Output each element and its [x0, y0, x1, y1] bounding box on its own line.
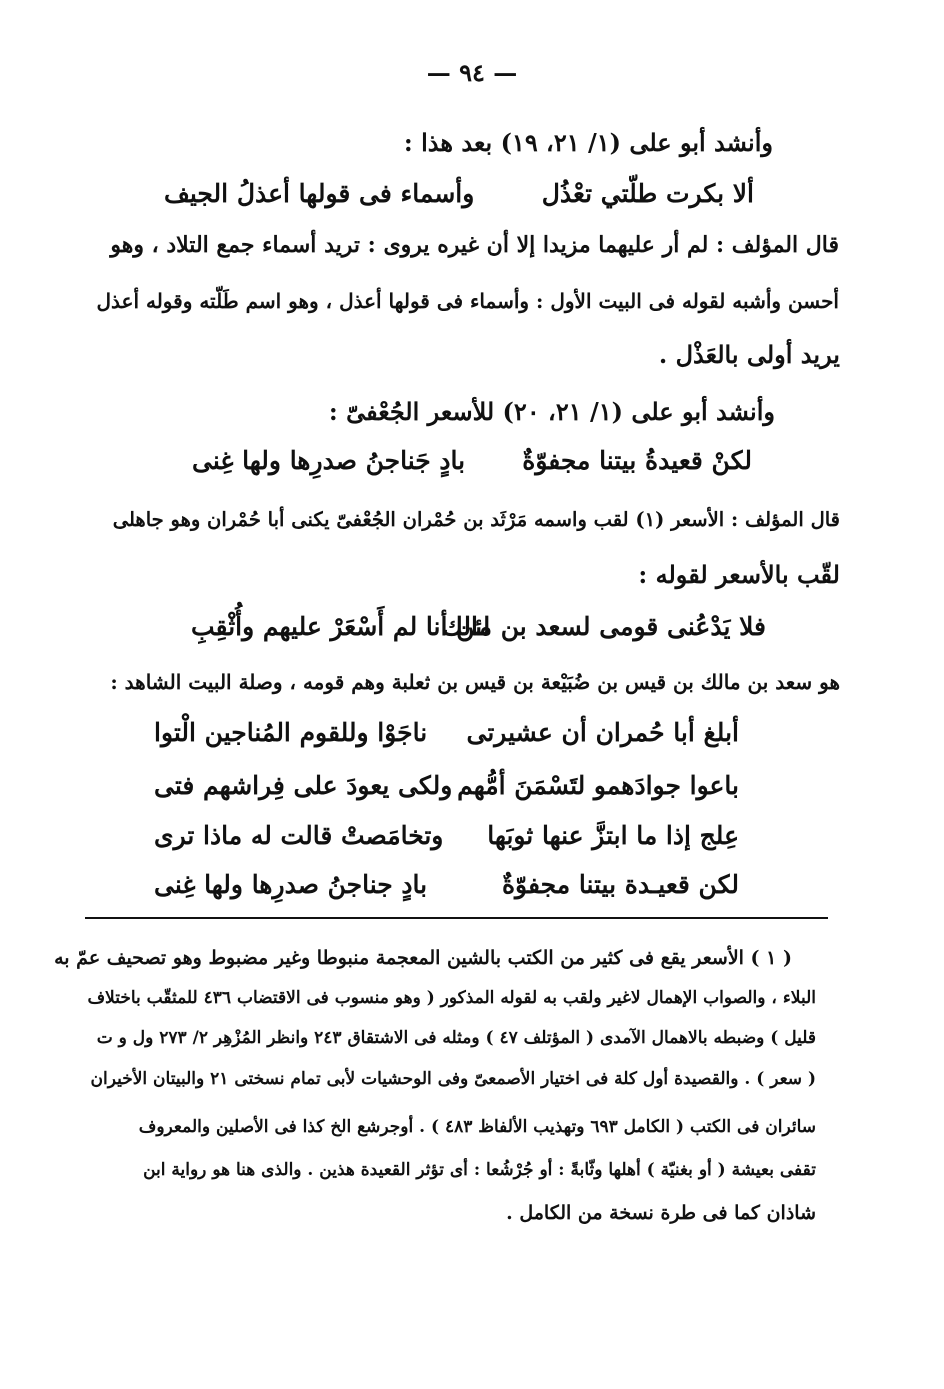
- verse-1: [164, 176, 754, 212]
- verse-3-second-hemistich: لئن أنا لم أَسْعَرْ عليهم وأُثْقِبِ: [191, 612, 491, 641]
- footnote-line-5: سائران فى الكتب ( الكامل ٦٩٣ وتهذيب الألفاظ ٤٨٣ ) . أوجرشع الخ كذا فى الأصلين والمعروف: [138, 1117, 816, 1137]
- verse-3: [191, 609, 766, 645]
- verse-4-second-hemistich: ناجَوْا وللقوم المُناجين الْتوا: [154, 718, 428, 747]
- verse-5: [154, 768, 739, 804]
- footnote-line-4: ( سعر ) . والقصيدة أول كلة فى اختيار الأصمعىّ وفى الوحشيات لأبى تمام نسختى ٢١ والبيتان الأخيران: [90, 1069, 816, 1089]
- verse-4: [154, 715, 739, 751]
- verse-5-second-hemistich: ولكى يعودَ على فِراشهم فتى: [154, 771, 453, 800]
- page-number: — ٩٤ —: [426, 58, 518, 87]
- verse-2-first-hemistich: لكنْ قعيدةُ بيتنا مجفوّةٌ: [522, 446, 752, 475]
- verse-2: [192, 443, 752, 479]
- footnote-line-1: ( ١ ) الأسعر يقع فى كثير من الكتب بالشين المعجمة منبوطا وغير مضبوط وهو تصحيف عمّ به: [54, 947, 792, 969]
- footnote-line-3: قليل ) وضبطه بالاهمال الآمدى ( المؤتلف ٤٧ ) ومثله فى الاشتقاق ٢٤٣ وانظر المُزْهِر ٢/ ٢٧٣ ول و ت: [96, 1028, 816, 1048]
- text-line-3: أحسن وأشبه لقوله فى البيت الأول : وأسماء فى قولها أعذل ، وهو اسم طَلّته وقوله أعذل: [96, 289, 839, 313]
- verse-4-first-hemistich: أبلغ أبا حُمران أن عشيرتى: [466, 718, 739, 747]
- text-line-7: لقّب بالأسعر لقوله :: [638, 560, 840, 589]
- verse-7: [154, 867, 739, 903]
- verse-1-first-hemistich: ألا بكرت طلّتي تعْذُل: [541, 179, 754, 208]
- text-line-4: يريد أولى بالعَذْل .: [658, 340, 840, 369]
- text-line-2: قال المؤلف : لم أر عليهما مزيدا إلا أن غيره يروى : تريد أسماء جمع التلاد ، وهو: [110, 232, 839, 258]
- footnote-divider: [85, 917, 828, 919]
- text-line-6: قال المؤلف : الأسعر (١) لقب واسمه مَرْثَد بن حُمْران الجُعْفىّ يكنى أبا حُمْران وهو جاهلى: [112, 508, 840, 531]
- verse-1-second-hemistich: وأسماء فى قولها أعذلُ الجيف: [164, 179, 475, 208]
- verse-5-first-hemistich: باعوا جوادَهمو لتَسْمَنَ أمُّهم: [457, 771, 739, 800]
- footnote-line-2: البلاء ، والصواب الإهمال لاغير ولقب به لقوله المذكور ( وهو منسوب فى الاقتضاب ٤٣٦ للمثقّب باختلاف: [87, 988, 816, 1008]
- verse-3-first-hemistich: فلا يَدْعُنى قومى لسعد بن مالك: [442, 612, 766, 641]
- verse-6-first-hemistich: عِلج إذا ما ابتزَّ عنها ثوبَها: [487, 821, 739, 850]
- verse-6: [154, 818, 739, 854]
- verse-2-second-hemistich: بادٍ جَناجنُ صدرِها ولها غِنى: [192, 446, 466, 475]
- verse-7-second-hemistich: بادٍ جناجنُ صدرِها ولها غِنى: [154, 870, 428, 899]
- text-line-8: هو سعد بن مالك بن قيس بن ضُبَيْعة بن قيس بن ثعلبة وهم قومه ، وصلة البيت الشاهد :: [110, 670, 840, 694]
- verse-7-first-hemistich: لكن قعيـدة بيتنا مجفوّةٌ: [501, 870, 739, 899]
- text-line-5: وأنشد أبو على (١/ ٢١، ٢٠) للأسعر الجُعْفىّ :: [328, 397, 775, 426]
- footnote-line-6: تقفى بعيشة ( أو بغنيّة ) أهلها وثّابةً : أو جُرْشُعا : أى تؤثر القعيدة هذين . والذى هنا هو رواية ابن: [143, 1160, 816, 1180]
- verse-6-second-hemistich: وتخامَصتْ قالت له ماذا ترى: [154, 821, 444, 850]
- text-line-1: وأنشد أبو على (١/ ٢١، ١٩) بعد هذا :: [403, 128, 773, 157]
- footnote-line-7: شاذان كما فى طرة نسخة من الكامل .: [506, 1202, 816, 1224]
